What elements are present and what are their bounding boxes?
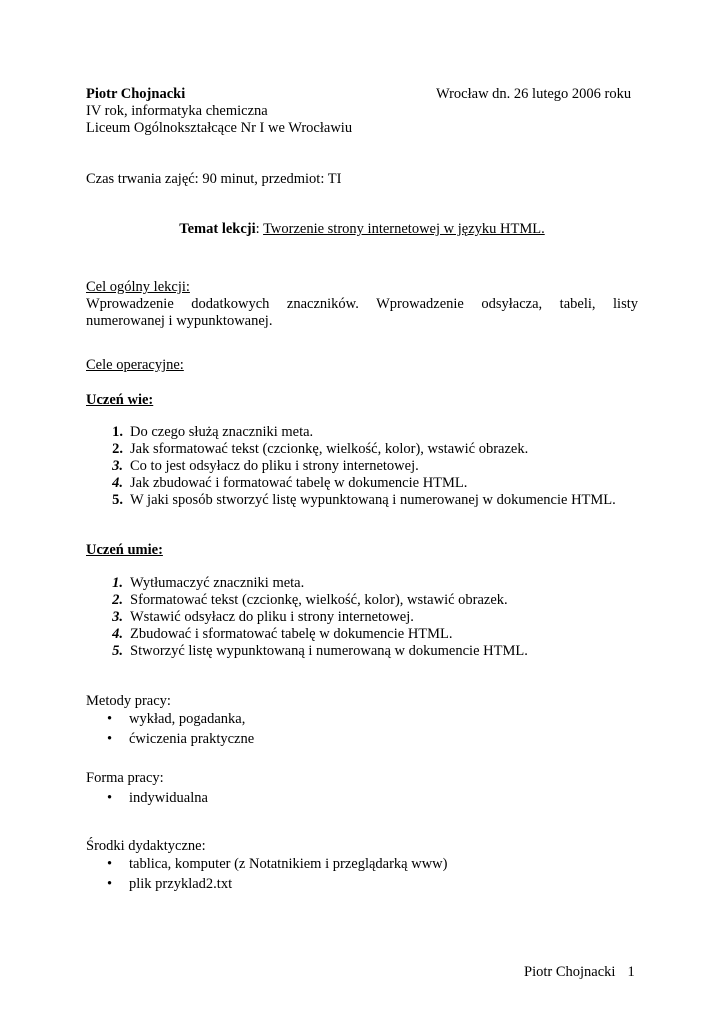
bullet-icon: • [107, 856, 113, 872]
item-number: 4. [112, 475, 123, 491]
form-list [86, 788, 208, 808]
item-number: 2. [112, 441, 123, 457]
place-date: Wrocław dn. 26 lutego 2006 roku [436, 86, 632, 102]
item-text: Wytłumaczyć znaczniki meta. [130, 575, 305, 591]
school-name: Liceum Ogólnokształcące Nr I we Wrocławiu [86, 120, 353, 136]
item-number: 4. [112, 626, 123, 642]
list-item [86, 475, 686, 492]
general-goal-line2: numerowanej i wypunktowanej. [86, 313, 273, 329]
list-item [86, 592, 686, 609]
item-text: Stworzyć listę wypunktowaną i numerowaną w dokumencie HTML. [130, 643, 528, 659]
list-item [86, 441, 686, 458]
knows-heading: Uczeń wie: [86, 392, 154, 408]
list-item [86, 643, 686, 660]
item-number: 1. [112, 575, 123, 591]
aids-heading: Środki dydaktyczne: [86, 838, 206, 854]
item-text: wykład, pogadanka, [129, 711, 246, 727]
methods-list [86, 709, 254, 749]
author-block [86, 86, 416, 137]
year-field: IV rok, informatyka chemiczna [86, 103, 268, 119]
item-text: Jak sformatować tekst (czcionkę, wielkość, kolor), wstawić obrazek. [130, 441, 529, 457]
page-footer [524, 964, 635, 981]
item-number: 5. [112, 643, 123, 659]
general-goal-line1: Wprowadzenie dodatkowych znaczników. Wprowadzenie odsyłacza, tabeli, listy [86, 296, 638, 312]
item-number: 3. [112, 458, 123, 474]
list-item [86, 609, 686, 626]
item-text: plik przyklad2.txt [129, 876, 233, 892]
item-text: Do czego służą znaczniki meta. [130, 424, 314, 440]
bullet-icon: • [107, 711, 113, 727]
general-goal-section [86, 279, 638, 330]
item-text: Sformatować tekst (czcionkę, wielkość, kolor), wstawić obrazek. [130, 592, 508, 608]
author-name: Piotr Chojnacki [86, 86, 186, 102]
topic-separator: : [255, 221, 264, 237]
aids-list [86, 854, 447, 894]
item-text: Wstawić odsyłacz do pliku i strony internetowej. [130, 609, 414, 625]
topic-value: Tworzenie strony internetowej w języku HTML. [263, 221, 545, 237]
list-item [86, 575, 686, 592]
can-list [86, 575, 686, 660]
item-number: 2. [112, 592, 123, 608]
operational-goals-heading: Cele operacyjne: [86, 357, 184, 373]
bullet-icon: • [107, 876, 113, 892]
list-item [86, 854, 447, 874]
list-item [86, 788, 208, 808]
list-item [86, 626, 686, 643]
topic-label: Temat lekcji [179, 221, 256, 237]
can-heading: Uczeń umie: [86, 542, 163, 558]
item-text: Jak zbudować i formatować tabelę w dokumencie HTML. [130, 475, 468, 491]
item-text: ćwiczenia praktyczne [129, 731, 255, 747]
bullet-icon: • [107, 790, 113, 806]
item-text: indywidualna [129, 790, 208, 806]
item-number: 5. [112, 492, 123, 508]
list-item [86, 424, 686, 441]
general-goal-heading: Cel ogólny lekcji: [86, 279, 190, 295]
item-text: Co to jest odsyłacz do pliku i strony internetowej. [130, 458, 419, 474]
knows-list [86, 424, 686, 509]
list-item [86, 874, 447, 894]
item-number: 3. [112, 609, 123, 625]
item-text: W jaki sposób stworzyć listę wypunktowaną i numerowanej w dokumencie HTML. [130, 492, 616, 508]
topic-line [0, 221, 724, 238]
item-text: Zbudować i sformatować tabelę w dokumencie HTML. [130, 626, 453, 642]
list-item [86, 709, 254, 729]
duration-line: Czas trwania zajęć: 90 minut, przedmiot: TI [86, 171, 342, 187]
footer-author: Piotr Chojnacki [524, 964, 616, 980]
list-item [86, 492, 686, 509]
form-heading: Forma pracy: [86, 770, 164, 786]
methods-heading: Metody pracy: [86, 693, 171, 709]
item-number: 1. [112, 424, 123, 440]
list-item [86, 729, 254, 749]
item-text: tablica, komputer (z Notatnikiem i przeglądarką www) [129, 856, 448, 872]
list-item [86, 458, 686, 475]
page-number: 1 [627, 964, 635, 980]
bullet-icon: • [107, 731, 113, 747]
